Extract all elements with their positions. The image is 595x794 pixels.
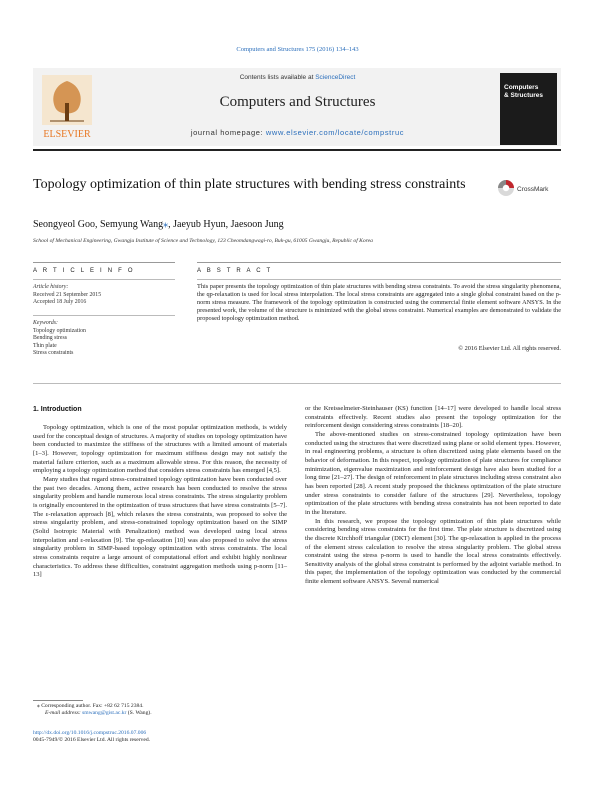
keyword-item: Topology optimization [33,327,86,334]
keywords-rule [33,315,175,316]
email-label: E-mail address: [45,710,83,717]
author-list [33,219,284,230]
article-info-sub-rule [33,279,175,280]
article-history [33,284,175,307]
header-rule [33,149,561,151]
article-info-top-rule [33,262,175,263]
doi-block [33,730,293,745]
email-suffix: (S. Wang). [126,710,152,717]
email-line [37,710,287,717]
contents-prefix: Contents lists available at [239,74,316,81]
doi-link[interactable]: http://dx.doi.org/10.1016/j.compstruc.2016.07.006 [33,730,147,736]
homepage-link[interactable]: www.elsevier.com/locate/compstruc [265,128,405,137]
section-heading-introduction: 1. Introduction [33,406,82,413]
cover-title-line1: Computers [504,84,539,91]
crossmark-label: CrossMark [517,186,549,193]
authors-rest: , Jaeyub Hyun, Jaesoon Jung [168,219,284,230]
corresponding-author-note: ⁎ Corresponding author. Fax: +82 62 715 2384. [37,703,144,709]
paragraph: In this research, we propose the topology optimization of thin plate structures while considering bending stress constraints for the first time. The plate structure is discretized using the discrete Kirchhoff triangular (DKT) element [30]. The qp-relaxation is applied in the process of the element stress calculation to resolve the stress singularity problem. The global stress constraint using the stress p-norm is used to handle the local stress constraints effectively. Sensitivity analysis of the global stress constraint is performed by the adjoint variable method. In this paper, the implementation of the topology optimization was conducted by the commercial finite element software ANSYS. Several numerical [305,517,561,586]
abstract-bottom-rule [33,383,561,384]
article-title: Topology optimization of thin plate structures with bending stress constraints [33,177,466,192]
paragraph: Many studies that regard stress-constrained topology optimization have been conducted over the past two decades. Among them, active research has been conducted to resolve the stress singularity problem and handle numerous local stress constraints. The stress singularity problem is originally encountered in the optimization of truss structures that have stress constraints [5–7]. The ε-relaxation approach [8], which relaxes the stress constraints, was proposed to solve the stress singularity problem, and stress-constrained topology optimization based on the SIMP (Solid Isotropic Material with Penalization) method was developed using local stress interpolation and ε-relaxation [9]. The qp-relaxation [10] was also proposed to solve the stress singularity problem in SIMP-based topology optimization with stress constraints. The local stress constraints require a large amount of computational effort and exhibit highly nonlinear characteristics. To address these difficulties, constraint aggregation methods using p-norm [11–13] [33,475,287,579]
keyword-item: Stress constraints [33,350,74,357]
abstract-text: This paper presents the topology optimization of thin plate structures with bending stress constraints. To avoid the stress singularity phenomena, the qp-relaxation is used for local stress interpolation. The local stress constraints are aggregated into a single global constraint based on the p-norm stress measure. The framework of the topology optimization is constructed using the commercial finite element software ANSYS. In the presented work, the volume of the structure is minimized with the global stress constraint. Numerical examples are demonstrated to validate the proposed topology optimization method. [197,283,561,323]
cover-title [504,84,556,100]
elsevier-wordmark: ELSEVIER [43,129,91,140]
abstract-top-rule [197,262,561,263]
paragraph: Topology optimization, which is one of the most popular optimization methods, is widely used for the conceptual design of structures. A majority of studies on topology optimization have been conducted to maximize the stiffness of the structures with a limited amount of materials [1–3]. However, topology optimization for maximum stiffness design may not satisfy the material failure criterion, such as a maximum allowable stress. For this reason, the necessity of employing a topology optimization method that considers stress constraints has emerged [4,5]. [33,424,287,475]
journal-citation[interactable]: Computers and Structures 175 (2016) 134–143 [236,46,359,53]
article-info-heading: A R T I C L E I N F O [33,268,135,274]
history-label: Article history: [33,284,69,290]
abstract-heading: A B S T R A C T [197,268,273,274]
accepted-date: Accepted 18 July 2016 [33,299,87,306]
keyword-item: Thin plate [33,342,57,349]
authors-first: Seongyeol Goo, Semyung Wang [33,219,164,230]
body-right-column [305,405,561,587]
body-left-column [33,424,287,580]
paragraph: or the Kreisselmeier-Steinhauser (KS) function [14–17] were developed to handle local stress constraints effectively. Recent studies also present the topology optimization for the reinforcement design considering stress constraints [18–20]. [305,405,561,430]
email-link[interactable]: smwang@gist.ac.kr [82,710,127,717]
cover-title-line2: & Structures [504,92,544,99]
paragraph: The above-mentioned studies on stress-constrained topology optimization have been conducted using the structures that were discretized using plane or solid element types. However, in real engineering problems, a structure is often discretized using plate elements based on the behavior of deformation. In this respect, topology optimization of plate structures for compliance minimization, eigenvalue maximization and reinforcement design have also been studied for a long time [21–27]. The design of reinforcement in plate structures including stress constraint also has been reported [28]. A recent study proposed the thickness optimization of the plate structure under stress constraints to consider failure of the structures [29]. Nevertheless, topology optimization of the plate structures with bending stress constraints has not been reported to date in the literature. [305,430,561,516]
sciencedirect-link[interactable]: ScienceDirect [315,74,356,81]
crossmark-icon[interactable] [497,179,559,197]
abstract-copyright: © 2016 Elsevier Ltd. All rights reserved. [458,345,561,352]
homepage-prefix: journal homepage: [190,128,266,137]
footnote-rule [33,700,83,701]
keywords-label: Keywords: [33,320,58,326]
journal-name: Computers and Structures [219,94,376,110]
received-date: Received 21 September 2015 [33,291,102,298]
footnote-block [37,703,287,718]
issn-line: 0045-7949/© 2016 Elsevier Ltd. All rights reserved. [33,737,151,744]
affiliation: School of Mechanical Engineering, Gwangju Institute of Science and Technology, 123 Cheomdangwagi-ro, Buk-gu, 61005 Gwangju, Republic of Korea [33,238,373,244]
keyword-item: Bending stress [33,335,67,342]
keywords-block [33,320,175,358]
corresponding-author-marker[interactable]: ⁎ [163,219,169,230]
abstract-sub-rule [197,279,561,280]
